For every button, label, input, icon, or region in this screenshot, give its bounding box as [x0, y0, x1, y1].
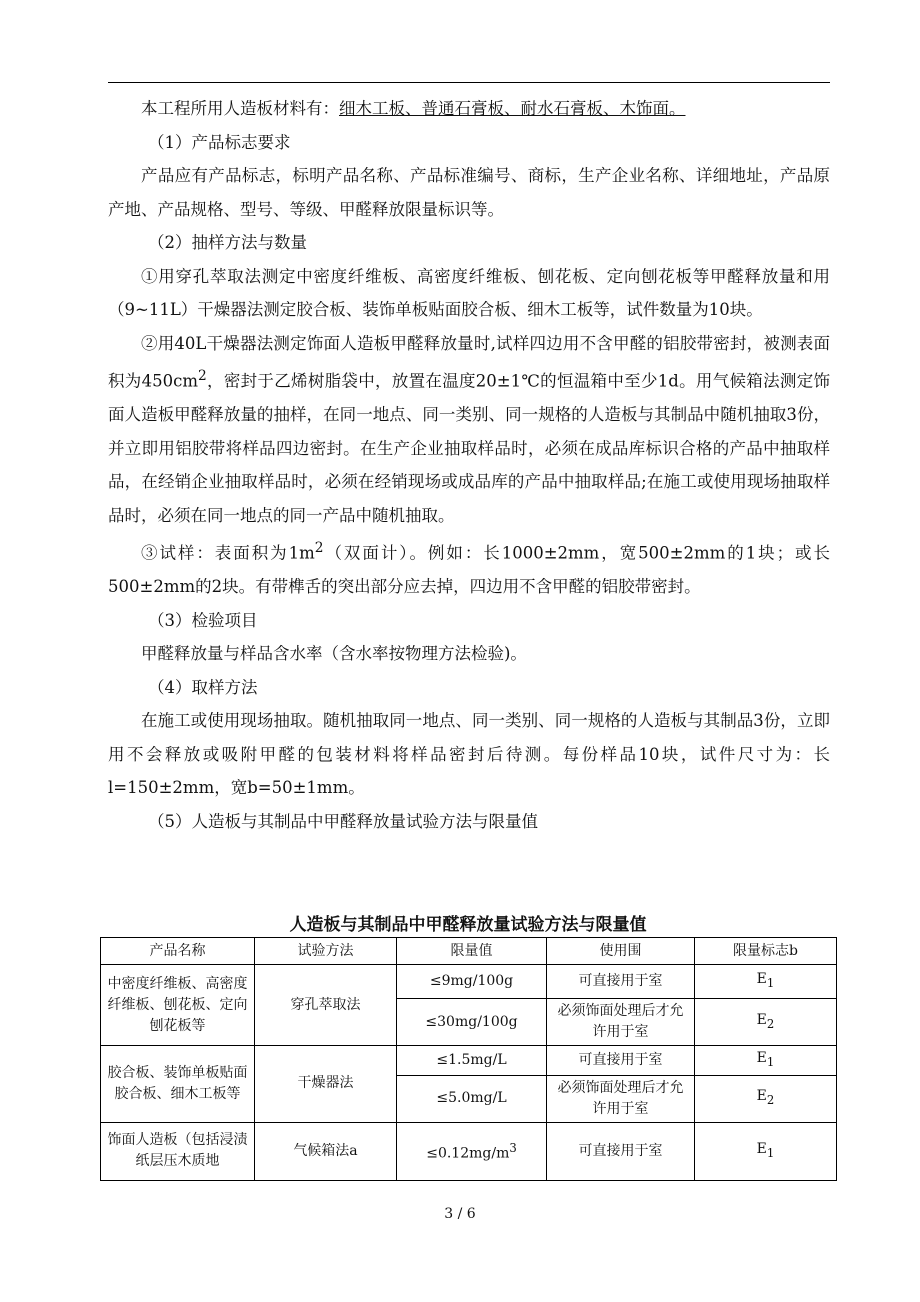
- mark-letter: E: [756, 971, 767, 988]
- intro-lead: 本工程所用人造板材料有：: [141, 99, 339, 118]
- section-3-title: （3）检验项目: [148, 610, 258, 630]
- mark-cell: [695, 999, 837, 1046]
- section-4-title: （4）取样方法: [148, 677, 258, 697]
- header-limit: 限量值: [397, 938, 547, 965]
- header-use: 使用围: [547, 938, 695, 965]
- limit-text: ≤0.12mg/m: [426, 1145, 510, 1162]
- use-cell: 必须饰面处理后才允许用于室: [547, 999, 695, 1046]
- use-cell: 可直接用于室: [547, 1122, 695, 1180]
- mark-letter: E: [756, 1140, 767, 1157]
- table-row: [101, 1046, 837, 1076]
- mark-cell: [695, 965, 837, 999]
- product-cell: 饰面人造板（包括浸渍纸层压木质地: [101, 1122, 255, 1180]
- section-2-para-3-sup: 2: [314, 540, 324, 556]
- limit-cell: ≤1.5mg/L: [397, 1046, 547, 1076]
- mark-subscript: 1: [766, 975, 775, 990]
- mark-letter: E: [756, 1050, 767, 1066]
- section-2-para-2-b: ，密封于乙烯树脂袋中，放置在温度20±1℃的恒温箱中至少1d。用气候箱法测定饰面人造板甲醛释放量的抽样，在同一地点、同一类别、同一规格的人造板与其制品中随机抽取3份，并立即用铝胶带将样品四边密封。在生产企业抽取样品时，必须在成品库标识合格的产品中抽取样品，在经销企业抽取样品时，必须在经销现场或成品库的产品中抽取样品;在施工或使用现场抽取样品时，必须在同一地点的同一产品中随机抽取。: [108, 371, 830, 525]
- section-2-para-3-a: ③试样：表面积为1m: [141, 543, 315, 563]
- header-mark: 限量标志b: [695, 938, 837, 965]
- table-row: [101, 965, 837, 999]
- header-method: 试验方法: [255, 938, 397, 965]
- limit-cell: ≤9mg/100g: [397, 965, 547, 999]
- mark-letter: E: [756, 1088, 767, 1105]
- method-cell: 气候箱法a: [255, 1122, 397, 1180]
- use-cell: 可直接用于室: [547, 1046, 695, 1076]
- use-cell: 可直接用于室: [547, 965, 695, 999]
- section-2-para-3-b: （双面计）。例如：长1000±2mm，宽500±2mm的1块；或长500±2mm的2块。有带榫舌的突出部分应去掉，四边用不含甲醛的铝胶带密封。: [108, 543, 830, 596]
- header-rule: [108, 82, 830, 83]
- mark-subscript: 1: [766, 1145, 775, 1160]
- table-row: [101, 1122, 837, 1180]
- formaldehyde-limit-table: [100, 937, 837, 1181]
- use-cell: 必须饰面处理后才允许用于室: [547, 1075, 695, 1122]
- document-body: [108, 92, 830, 838]
- limit-cell: ≤30mg/100g: [397, 999, 547, 1046]
- mark-letter: E: [756, 1011, 767, 1028]
- section-3-body: 甲醛释放量与样品含水率（含水率按物理方法检验)。: [141, 644, 527, 663]
- mark-cell: [695, 1075, 837, 1122]
- mark-subscript: 2: [766, 1016, 775, 1031]
- section-2-para-1: ①用穿孔萃取法测定中密度纤维板、高密度纤维板、刨花板、定向刨花板等甲醛释放量和用（9~11L）干燥器法测定胶合板、装饰单板贴面胶合板、细木工板等，试件数量为10块。: [108, 266, 830, 319]
- section-5-title: （5）人造板与其制品中甲醛释放量试验方法与限量值: [148, 811, 538, 831]
- method-cell: 干燥器法: [255, 1046, 397, 1123]
- section-2-title: （2）抽样方法与数量: [148, 233, 307, 252]
- table-header-row: [101, 938, 837, 965]
- section-2-para-2: [108, 327, 830, 533]
- mark-cell: [695, 1046, 837, 1076]
- section-2-para-2-sup: 2: [197, 368, 207, 384]
- limit-cell: [397, 1122, 547, 1180]
- mark-cell: [695, 1122, 837, 1180]
- intro-paragraph: [108, 92, 830, 126]
- section-1-body: 产品应有产品标志，标明产品名称、产品标准编号、商标，生产企业名称、详细地址，产品原产地、产品规格、型号、等级、甲醛释放限量标识等。: [108, 166, 830, 219]
- section-1-title: （1）产品标志要求: [148, 132, 291, 152]
- section-2-para-2-a: ②用40L干燥器法测定饰面人造板甲醛释放量时,试样四边用不含甲醛的铝胶带密封，被测表面积为450cm: [108, 333, 830, 391]
- table-title: 人造板与其制品中甲醛释放量试验方法与限量值: [289, 915, 647, 935]
- limit-superscript: 3: [509, 1140, 517, 1155]
- product-cell: 中密度纤维板、高密度纤维板、刨花板、定向刨花板等: [101, 965, 255, 1046]
- section-4-body: 在施工或使用现场抽取。随机抽取同一地点、同一类别、同一规格的人造板与其制品3份，立即用不会释放或吸附甲醛的包装材料将样品密封后待测。每份样品10块，试件尺寸为：长l=150±2mm，宽b=50±1mm。: [108, 711, 830, 797]
- page-number: 3 / 6: [444, 1206, 476, 1222]
- mark-subscript: 2: [766, 1093, 775, 1108]
- limit-cell: ≤5.0mg/L: [397, 1075, 547, 1122]
- mark-subscript: 1: [766, 1054, 775, 1069]
- product-cell: 胶合板、装饰单板贴面胶合板、细木工板等: [101, 1046, 255, 1123]
- intro-materials: 细木工板、普通石膏板、耐水石膏板、木饰面。: [339, 99, 686, 118]
- method-cell: 穿孔萃取法: [255, 965, 397, 1046]
- header-product: 产品名称: [101, 938, 255, 965]
- section-2-para-3: [108, 532, 830, 604]
